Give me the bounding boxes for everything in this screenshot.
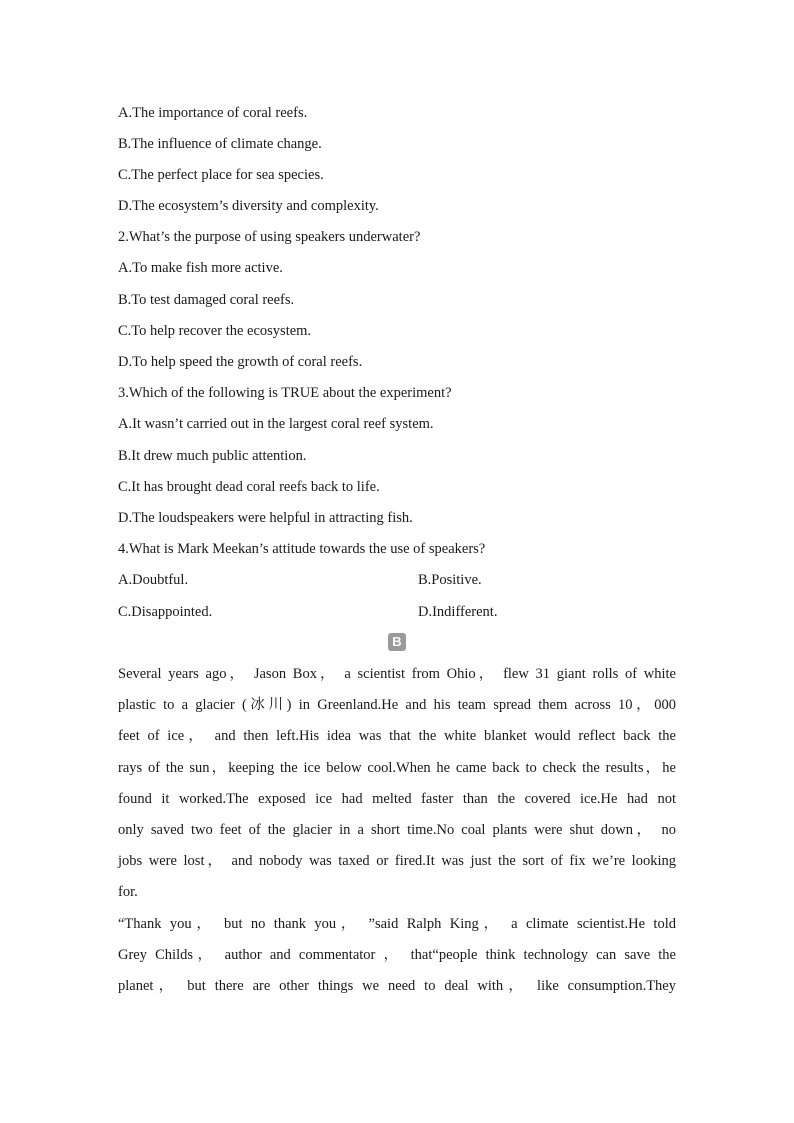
q3-stem: 3.Which of the following is TRUE about the experiment? bbox=[118, 385, 452, 401]
paragraph-line: planet， but there are other things we need to deal with， like consumption.They bbox=[118, 978, 676, 995]
q4-option-d: D.Indifferent. bbox=[418, 604, 498, 620]
q2-option-c: C.To help recover the ecosystem. bbox=[118, 323, 312, 339]
q4-option-b: B.Positive. bbox=[418, 572, 482, 588]
q3-option-c: C.It has brought dead coral reefs back to life. bbox=[118, 479, 380, 495]
paragraph-line: Several years ago， Jason Box， a scientist from Ohio， flew 31 giant rolls of white bbox=[118, 666, 676, 682]
paragraph-line: feet of ice， and then left.His idea was that the white blanket would reflect back the bbox=[118, 728, 676, 745]
paragraph-line: for. bbox=[118, 884, 138, 901]
paragraph-line: only saved two feet of the glacier in a short time.No coal plants were shut down， no bbox=[118, 821, 676, 838]
q4-option-a: A.Doubtful. bbox=[118, 572, 189, 588]
paragraph-line: jobs were lost， and nobody was taxed or fired.It was just the sort of fix we’re looking bbox=[118, 853, 676, 870]
paragraph-line: Grey Childs， author and commentator ， that“people think technology can save the bbox=[118, 947, 676, 964]
section-b-paragraph-1 bbox=[118, 664, 676, 914]
section-b-paragraph-2 bbox=[118, 914, 676, 1008]
q2-option-b: B.To test damaged coral reefs. bbox=[118, 292, 295, 308]
q3-option-b: B.It drew much public attention. bbox=[118, 448, 307, 464]
q1-option-d: D.The ecosystem’s diversity and complexity. bbox=[118, 198, 379, 214]
q4-stem: 4.What is Mark Meekan’s attitude towards the use of speakers? bbox=[118, 541, 486, 557]
q2-option-d: D.To help speed the growth of coral reefs. bbox=[118, 354, 363, 370]
q1-option-b: B.The influence of climate change. bbox=[118, 136, 322, 152]
paragraph-line: rays of the sun，keeping the ice below cool.When he came back to check the results，he bbox=[118, 759, 676, 776]
paragraph-line: found it worked.The exposed ice had melted faster than the covered ice.He had not bbox=[118, 790, 676, 807]
q4-option-c: C.Disappointed. bbox=[118, 604, 213, 620]
paragraph-line: “Thank you， but no thank you， ”said Ralph King， a climate scientist.He told bbox=[118, 916, 676, 932]
q1-option-a: A.The importance of coral reefs. bbox=[118, 105, 308, 121]
q2-option-a: A.To make fish more active. bbox=[118, 260, 283, 276]
section-b-badge: B bbox=[388, 633, 406, 651]
paragraph-line: plastic to a glacier (冰川) in Greenland.He and his team spread them across 10，000 bbox=[118, 697, 676, 714]
q1-option-c: C.The perfect place for sea species. bbox=[118, 167, 324, 183]
q3-option-d: D.The loudspeakers were helpful in attracting fish. bbox=[118, 510, 413, 526]
q2-stem: 2.What’s the purpose of using speakers underwater? bbox=[118, 229, 421, 245]
q3-option-a: A.It wasn’t carried out in the largest coral reef system. bbox=[118, 416, 434, 432]
